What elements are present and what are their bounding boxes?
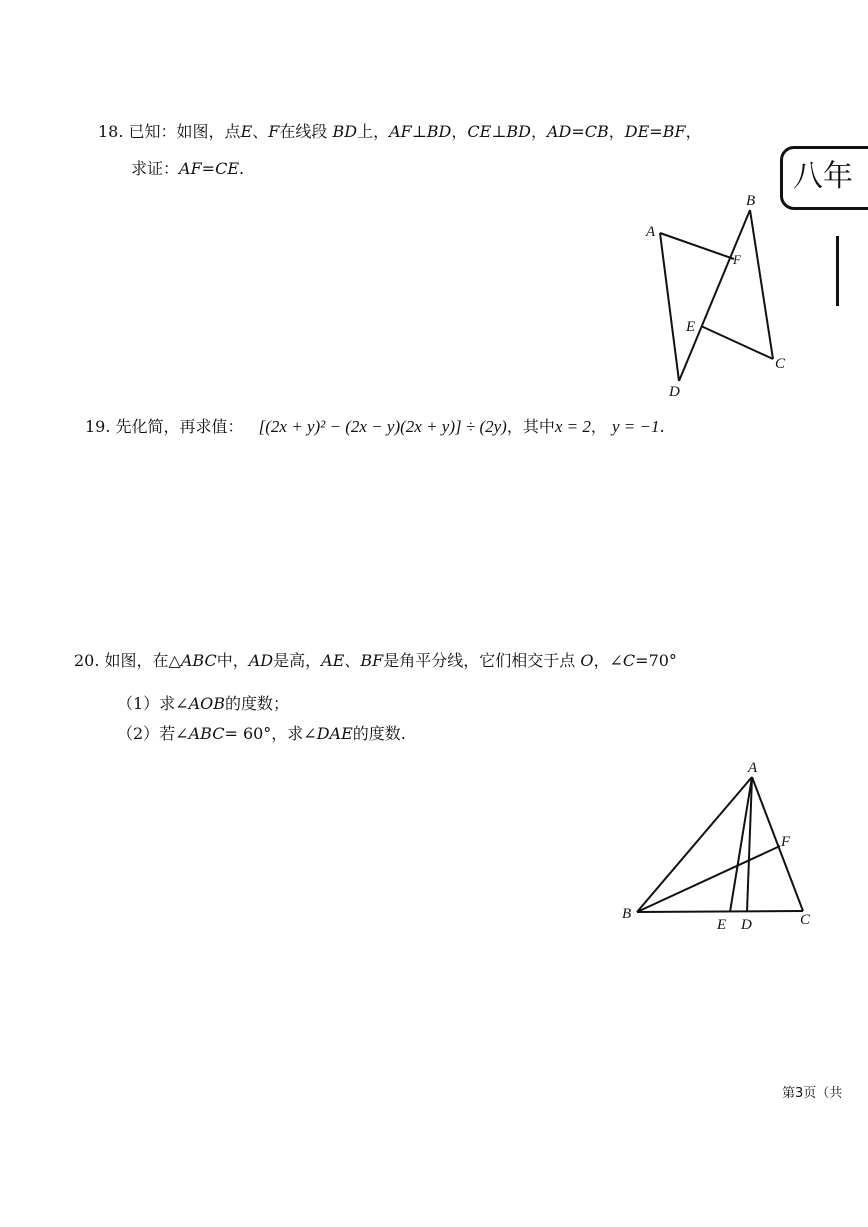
q18-label-e: E [686,319,696,335]
q20-angle-value: =70° [635,651,677,670]
q20-angle-c: C [622,651,636,670]
q18-point-f: F [268,122,280,141]
q18-segment-af [660,233,734,259]
q20-text: （1）求∠ [117,694,189,713]
q18-prove-label: 求证： [131,159,180,178]
q19-text: ， [590,417,607,436]
grade-tab-label: 八年 [780,146,868,210]
q20-text: （2）若∠ [117,724,189,743]
q20-label-a: A [748,760,758,776]
q19-instruction: 先化简，再求值： [115,417,244,436]
q20-label-f: F [781,834,791,850]
q18-segment-bd: BD [332,122,358,141]
q20-text: 是高， [273,651,322,670]
q18-text: ， [685,122,702,141]
q20-text: 如图，在△ [104,651,181,670]
q20-segment-bf-label: BF [360,651,384,670]
q18-segment-ad [660,233,679,381]
q18-text: ， [451,122,468,141]
page-footer: 第3页（共 [782,1086,843,1101]
q20-number: 20. [74,651,100,670]
q18-point-e: E [240,122,253,141]
q20-segment-ad-label: AD [248,651,274,670]
q18-condition-ce-perp-bd: CE⊥BD [467,122,531,141]
q19-condition-x: x = 2 [554,417,591,436]
q20-angle-abc: ABC [188,724,225,743]
q20-angle-aob: AOB [188,694,226,713]
q18-text: . [239,159,245,178]
q18-text: 已知：如图，点 [128,122,241,141]
q20-label-e: E [717,917,727,933]
q20-text: 、 [344,651,361,670]
q20-text: 的度数； [225,694,290,713]
q20-angle-dae: DAE [316,724,353,743]
q20-text: 中， [216,651,249,670]
q20-text: = 60°，求∠ [224,724,317,743]
q18-segment-bd [679,210,750,381]
q19-expression: [(2x + y)² − (2x − y)(2x + y)] ÷ (2y) [258,417,507,436]
q18-segment-ec [701,326,773,359]
q19-line [85,416,665,438]
q18-text: ， [608,122,625,141]
q18-text: ， [530,122,547,141]
q19-text: . [659,417,665,436]
q20-segment-ac [752,777,803,911]
q20-segment-ab [637,777,752,912]
q18-label-a: A [646,224,656,240]
q20-segment-bf [637,846,780,912]
q18-label-b: B [746,193,756,209]
q18-text: 上， [357,122,390,141]
q20-segment-bc [637,911,803,912]
q18-goal: AF=CE [179,159,239,178]
q18-label-c: C [775,356,786,372]
q18-number: 18. [98,122,124,141]
q20-triangle-abc: ABC [180,651,217,670]
q18-label-f: F [733,252,741,267]
q20-point-o: O [580,651,594,670]
q20-label-c: C [800,912,811,928]
q18-text: 在线段 [279,122,328,141]
q20-part2 [117,723,406,745]
q20-part1 [117,693,289,715]
q19-number: 19. [85,417,111,436]
q20-text: ，∠ [593,651,623,670]
q20-text: 是角平分线，它们相交于点 [383,651,576,670]
q19-condition-y: y = −1 [611,417,660,436]
q19-text: ，其中 [506,417,555,436]
q20-text: 的度数. [352,724,406,743]
q18-label-d: D [669,384,680,400]
q18-text: 、 [252,122,269,141]
q18-condition-de-eq-bf: DE=BF [624,122,686,141]
q20-segment-ae-label: AE [321,651,345,670]
q18-condition-af-perp-bd: AF⊥BD [389,122,452,141]
q20-label-d: D [741,917,752,933]
q18-condition-ad-eq-cb: AD=CB [546,122,609,141]
q18-segment-bc [750,210,773,359]
q20-line1 [74,650,677,672]
q20-label-b: B [622,906,632,922]
